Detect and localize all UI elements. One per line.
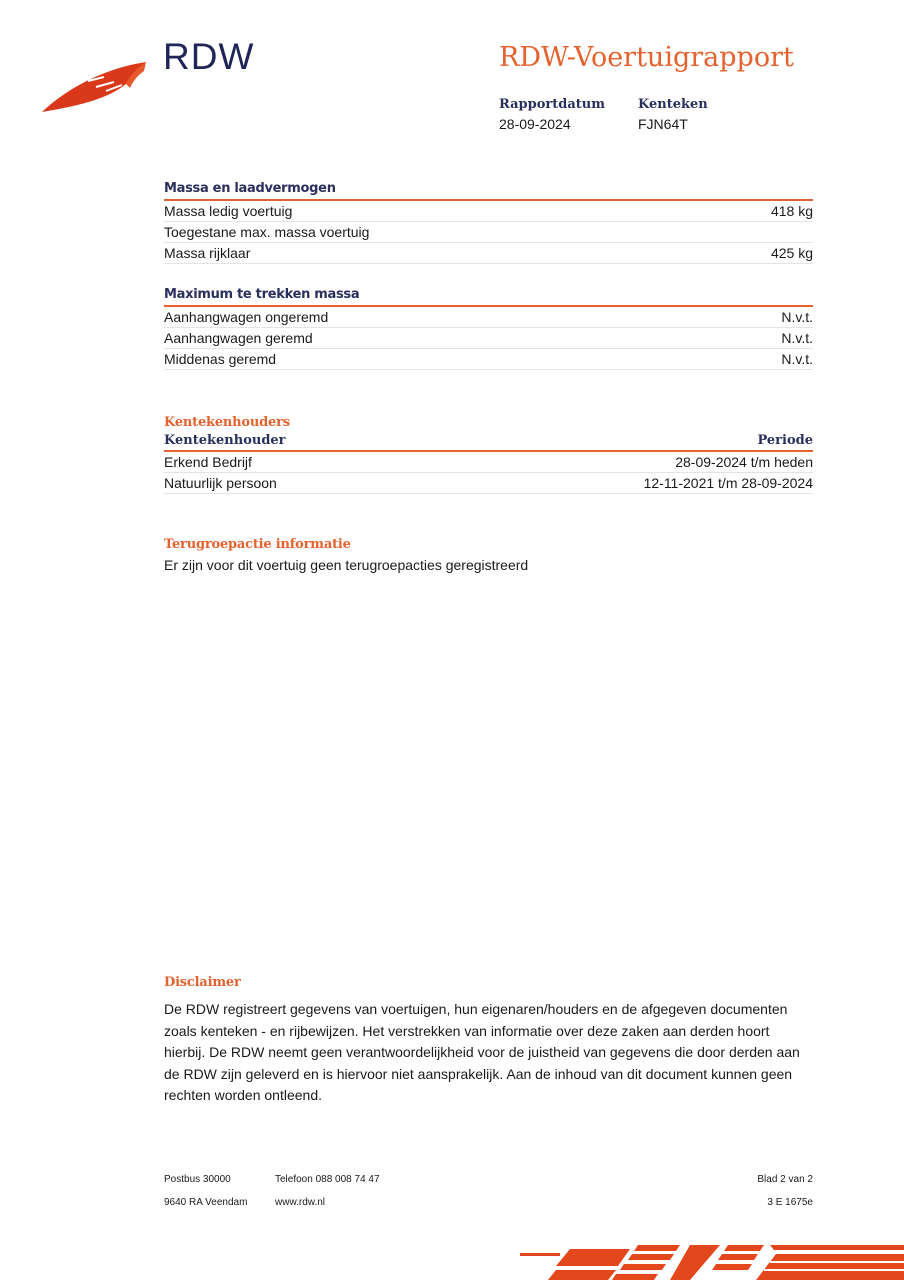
decorative-stripes-icon bbox=[520, 1240, 904, 1280]
holder-cell: Natuurlijk persoon bbox=[164, 475, 277, 491]
report-date-value: 28-09-2024 bbox=[499, 116, 571, 132]
holders-section bbox=[164, 415, 813, 494]
row-value: N.v.t. bbox=[781, 330, 813, 346]
row-label: Middenas geremd bbox=[164, 351, 277, 367]
footer-city: 9640 RA Veendam bbox=[164, 1197, 248, 1208]
row-value: N.v.t. bbox=[781, 309, 813, 325]
holder-cell: Erkend Bedrijf bbox=[164, 454, 252, 470]
period-cell: 12-11-2021 t/m 28-09-2024 bbox=[643, 475, 813, 491]
report-date-block bbox=[499, 97, 605, 132]
plate-block bbox=[638, 97, 708, 132]
rdw-wing-logo-icon bbox=[40, 55, 150, 115]
recall-text: Er zijn voor dit voertuig geen terugroepacties geregistreerd bbox=[164, 557, 529, 573]
report-title: RDW-Voertuigrapport bbox=[499, 42, 794, 73]
mass-section-title: Massa en laadvermogen bbox=[164, 181, 813, 201]
plate-value: FJN64T bbox=[638, 116, 688, 132]
period-cell: 28-09-2024 t/m heden bbox=[675, 454, 813, 470]
table-row bbox=[164, 452, 813, 473]
disclaimer-title: Disclaimer bbox=[164, 975, 241, 990]
footer-website-link[interactable]: www.rdw.nl bbox=[275, 1197, 326, 1208]
table-row bbox=[164, 201, 813, 222]
footer-postbus: Postbus 30000 bbox=[164, 1174, 231, 1185]
plate-label: Kenteken bbox=[638, 97, 708, 112]
holders-section-title: Kentekenhouders bbox=[164, 415, 290, 430]
row-label: Massa ledig voertuig bbox=[164, 203, 293, 219]
row-label: Toegestane max. massa voertuig bbox=[164, 224, 370, 240]
row-value: 425 kg bbox=[770, 245, 813, 261]
mass-section bbox=[164, 181, 813, 264]
period-column-header: Periode bbox=[757, 432, 813, 448]
footer-phone: Telefoon 088 008 74 47 bbox=[275, 1174, 380, 1185]
holders-table-header bbox=[164, 430, 813, 452]
towing-section bbox=[164, 287, 813, 370]
report-date-label: Rapportdatum bbox=[499, 97, 605, 112]
row-value: N.v.t. bbox=[781, 351, 813, 367]
row-label: Massa rijklaar bbox=[164, 245, 251, 261]
table-row bbox=[164, 349, 813, 370]
row-label: Aanhangwagen ongeremd bbox=[164, 309, 329, 325]
table-row bbox=[164, 473, 813, 494]
footer-page-number: Blad 2 van 2 bbox=[757, 1174, 813, 1185]
footer-document-code: 3 E 1675e bbox=[767, 1197, 813, 1208]
towing-section-title: Maximum te trekken massa bbox=[164, 287, 813, 307]
holder-column-header: Kentekenhouder bbox=[164, 432, 286, 448]
table-row bbox=[164, 243, 813, 264]
disclaimer-text: De RDW registreert gegevens van voertuigen, hun eigenaren/houders en de afgegeven documenten zoals kenteken - en rijbewijzen. Het verstrekken van informatie over deze zaken aan derden hoort hierbij. De RDW neemt geen verantwoordelijkheid voor de juistheid van gegevens die door derden aan de RDW zijn geleverd en is hiervoor niet aansprakelijk. Aan de inhoud van dit document kunnen geen rechten worden ontleend. bbox=[164, 1001, 800, 1103]
table-row bbox=[164, 328, 813, 349]
rdw-logo-text: RDW bbox=[163, 36, 255, 77]
table-row bbox=[164, 222, 813, 243]
recall-section-title: Terugroepactie informatie bbox=[164, 537, 351, 552]
row-label: Aanhangwagen geremd bbox=[164, 330, 313, 346]
table-row bbox=[164, 307, 813, 328]
recall-section bbox=[164, 537, 813, 574]
row-value: 418 kg bbox=[770, 203, 813, 219]
disclaimer-section bbox=[164, 975, 813, 1107]
